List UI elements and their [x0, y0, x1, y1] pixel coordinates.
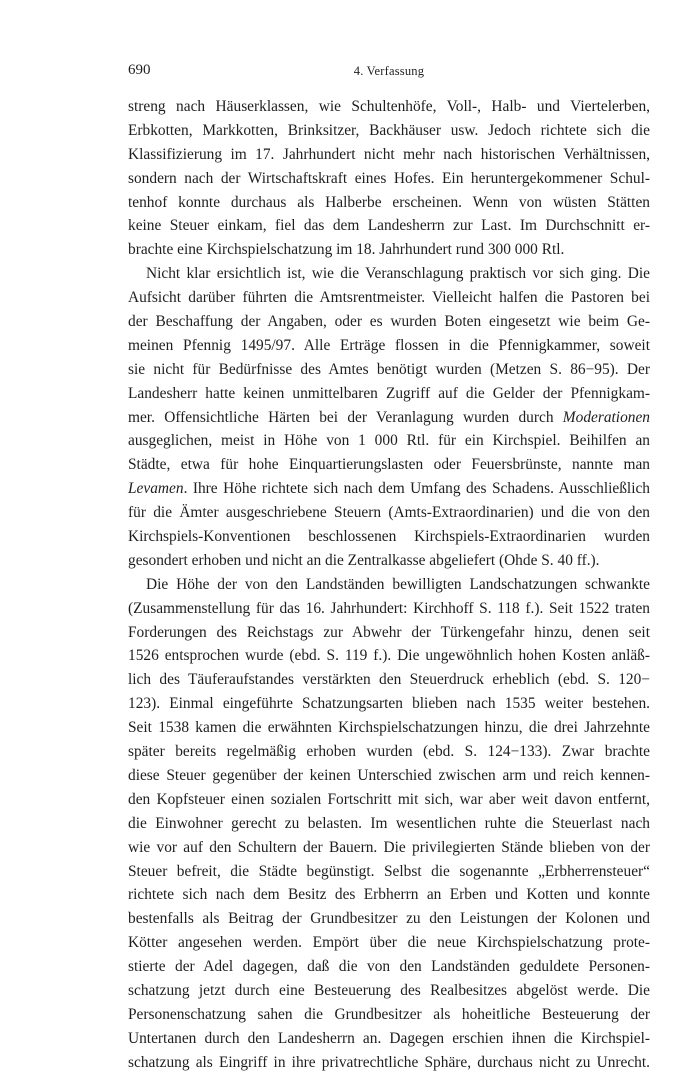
text-line: die Einwohner gerecht zu belasten. Im wesentlichen ruhte die Steuerlast nach	[128, 814, 650, 832]
text-line: Seit 1538 kamen die erwähnten Kirchspielschatzungen hinzu, die drei Jahrzehnte	[128, 719, 650, 737]
page-header	[128, 62, 650, 82]
text-line: mer. Offensichtliche Härten bei der Veranlagung wurden durch Moderationen	[128, 408, 650, 426]
text-line: sie nicht für Bedürfnisse des Amtes benötigt wurden (Metzen S. 86−95). Der	[128, 360, 650, 378]
text-line: für die Ämter ausgeschriebene Steuern (Amts-Extraordinarien) und die von den	[128, 504, 650, 522]
text-line: Steuer befreit, die Städte begünstigt. Selbst die sogenannte „Erbherrensteuer“	[128, 862, 650, 880]
text-line: später bereits regelmäßig erhoben wurden (ebd. S. 124−133). Zwar brachte	[128, 743, 650, 761]
running-title: 4. Verfassung	[353, 64, 425, 78]
text-line: der Beschaffung der Angaben, oder es wurden Boten eingesetzt wie beim Ge-	[128, 313, 650, 331]
text-line: wie vor auf den Schultern der Bauern. Die privilegierten Stände blieben von der	[128, 838, 650, 856]
text-line: lich des Täuferaufstandes verstärkten den Steuerdruck erheblich (ebd. S. 120−	[128, 671, 650, 689]
text-line: bestenfalls als Beitrag der Grundbesitzer zu den Leistungen der Kolonen und	[128, 910, 650, 928]
text-line: Die Höhe der von den Landständen bewilligten Landschatzungen schwankte	[146, 575, 650, 593]
text-line: Landesherr hatte keinen unmittelbaren Zugriff auf die Gelder der Pfennigkam-	[128, 384, 650, 402]
text-line: keine Steuer einkam, fiel das dem Landesherrn zur Last. Im Durchschnitt er-	[128, 217, 650, 235]
text-line: sondern nach der Wirtschaftskraft eines Hofes. Ein heruntergekommener Schul-	[128, 169, 650, 187]
text-line: streng nach Häuserklassen, wie Schultenhöfe, Voll-, Halb- und Viertelerben,	[128, 98, 650, 115]
text-line: richtete sich nach dem Besitz des Erbherrn an Erben und Kotten und konnte	[128, 886, 650, 904]
text-line: gesondert erhoben und nicht an die Zentralkasse abgeliefert (Ohde S. 40 ff.).	[128, 551, 600, 569]
text-line: Kötter angesehen werden. Empört über die neue Kirchspielschatzung prote-	[128, 934, 650, 952]
emphasis: Moderationen	[562, 408, 650, 426]
text-line: brachte eine Kirchspielschatzung im 18. Jahrhundert rund 300 000 Rtl.	[128, 241, 565, 259]
text-line: den Kopfsteuer einen sozialen Fortschritt mit sich, war aber weit davon entfernt,	[128, 790, 650, 808]
text-line: diese Steuer gegenüber der keinen Unterschied zwischen arm und reich kennen-	[128, 766, 650, 784]
text-line: Kirchspiels-Konventionen beschlossenen Kirchspiels-Extraordinarien wurden	[128, 528, 650, 546]
text-line: schatzung jetzt durch eine Besteuerung des Realbesitzes abgelöst werde. Die	[128, 981, 650, 999]
text-line: tenhof konnte durchaus als Halberbe erscheinen. Wenn von wüsten Stätten	[128, 193, 650, 211]
body-text	[128, 95, 650, 1075]
text-line: Erbkotten, Markkotten, Brinksitzer, Backhäuser usw. Jedoch richtete sich die	[128, 121, 650, 139]
text-line: Levamen. Ihre Höhe richtete sich nach dem Umfang des Schadens. Ausschließlich	[128, 480, 650, 498]
text-line: Untertanen durch den Landesherrn an. Dagegen erschien ihnen die Kirchspiel-	[128, 1029, 650, 1047]
text-line: Nicht klar ersichtlich ist, wie die Veranschlagung praktisch vor sich ging. Die	[146, 265, 650, 283]
text-line: stierte der Adel dagegen, daß die von den Landständen geduldete Personen-	[128, 958, 650, 976]
text-line: 1526 entsprochen wurde (ebd. S. 119 f.). Die ungewöhnlich hohen Kosten anläß-	[128, 647, 650, 665]
text-line: Aufsicht darüber führten die Amtsrentmeister. Vielleicht halfen die Pastoren bei	[128, 289, 650, 307]
text-line: 123). Einmal eingeführte Schatzungsarten blieben nach 1535 weiter bestehen.	[128, 695, 650, 713]
text-line: Personenschatzung sahen die Grundbesitzer als hoheitliche Besteuerung der	[128, 1005, 650, 1023]
text-line: Forderungen des Reichstags zur Abwehr der Türkengefahr hinzu, denen seit	[128, 623, 650, 641]
text-line: Städte, etwa für hohe Einquartierungslasten oder Feuersbrünste, nannte man	[128, 456, 650, 474]
text-line: ausgeglichen, meist in Höhe von 1 000 Rtl. für ein Kirchspiel. Beihilfen an	[128, 432, 650, 450]
emphasis: Levamen	[128, 480, 184, 498]
text-line: (Zusammenstellung für das 16. Jahrhundert: Kirchhoff S. 118 f.). Seit 1522 traten	[128, 599, 650, 617]
page-number: 690	[128, 62, 151, 78]
text-line: schatzung als Eingriff in ihre privatrechtliche Sphäre, durchaus nicht zu Unrecht.	[128, 1053, 650, 1071]
text-line: meinen Pfennig 1495/97. Alle Erträge flossen in die Pfennigkammer, soweit	[128, 336, 650, 354]
text-line: Klassifizierung im 17. Jahrhundert nicht mehr nach historischen Verhältnissen,	[128, 145, 650, 163]
